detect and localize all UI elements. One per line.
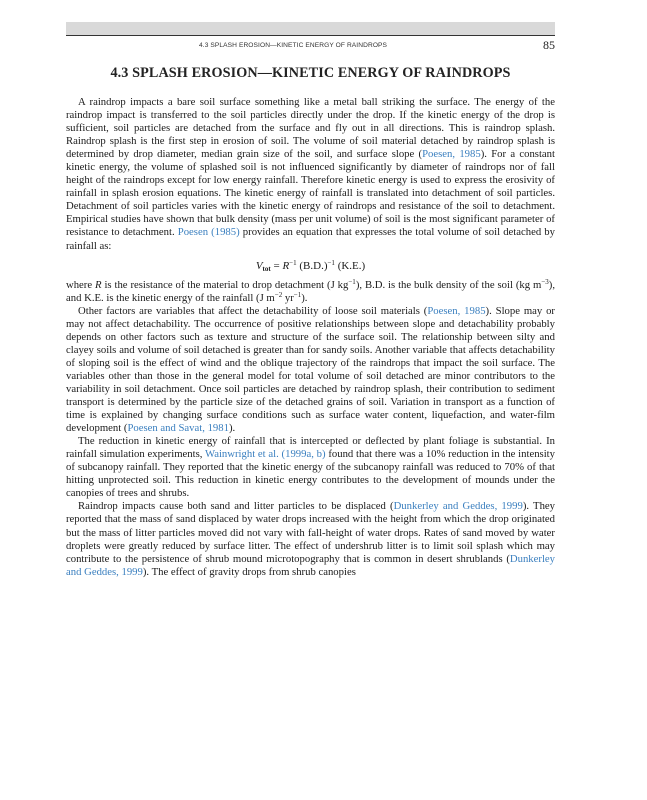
p5-text-2: ). They reported that the mass of sand displaced by water drops increased with the height from which the drop originated but the mass of litter particles moved did not vary with fall-height of water drops. Rates of sand moved by water droplets were greatly reduced by surface litter. The effect of undershrub litter is to limit soil splash which may contribute to the persistence of shrub mound microtopography that is common in desert shrublands ( [66, 500, 556, 565]
p2-text-1: where [66, 278, 96, 291]
p2-text-6: ). [301, 291, 308, 304]
paragraph-4 [66, 435, 555, 500]
p3-text-2: ). Slope may or may not affect detachability. The occurrence of positive relationships between slope and detachability probably depends on other factors such as texture and structure of the surface soil. The relationship between silty and clayey soils and volume of soil detached is greater than for sandy soils. Another variable that affects detachability of sloping soil is the effect of wind and the oblique trajectory of the raindrops that impact the soil surface. The variables other than those in the general model for total volume of soil detached are minor contributors to the variability in soil detachment. Once soil particles are detached by raindrop splash, their contribution to sediment transport is determined by the particle size of the detached grains of soil. Variation in transport as a function of time is explained by changing surface conditions such as surface water content, liquefaction, and water-film development ( [66, 304, 555, 435]
top-gray-bar [66, 22, 555, 35]
citation-poesen-1985-b[interactable]: Poesen (1985) [177, 226, 240, 239]
p5-text-1: Raindrop impacts cause both sand and litter particles to be displaced ( [78, 500, 394, 513]
p2-text-3: ), B.D. is the bulk density of the soil (kg m [355, 278, 542, 291]
p2-text-5: yr [282, 291, 294, 304]
p4-text-1: The reduction in kinetic energy of rainfall that is intercepted or deflected by plant foliage is substantial. In rainfall simulation experiments, [66, 435, 555, 461]
eq-r: R [282, 259, 290, 272]
paragraph-5 [66, 500, 555, 578]
eq-lhs: V [255, 259, 263, 272]
eq-ke: (K.E.) [334, 259, 366, 272]
body-text [66, 96, 555, 579]
citation-poesen-1985-c[interactable]: Poesen, 1985 [427, 304, 486, 317]
running-head: 4.3 SPLASH EROSION—KINETIC ENERGY OF RAINDROPS [199, 42, 388, 49]
p2-exp-2: −3 [541, 277, 549, 286]
eq-lhs-sub: tot [262, 264, 271, 273]
page-number: 85 [543, 38, 555, 52]
citation-dunkerley-geddes-1999-b[interactable]: Dunkerley and Geddes, 1999 [66, 552, 555, 578]
citation-dunkerley-geddes-1999[interactable]: Dunkerley and Geddes, 1999 [393, 500, 523, 513]
page-header [66, 35, 555, 52]
p2-text-4: ), and K.E. is the kinetic energy of the rainfall (J m [66, 278, 555, 304]
paragraph-1 [66, 96, 555, 253]
equation-vtot [66, 260, 555, 273]
eq-bd-exp: −1 [327, 258, 335, 267]
paragraph-3 [66, 305, 555, 435]
p4-text-2: found that there was a 10% reduction in the intensity of subcanopy rainfall. They reported that the kinetic energy of the subcanopy rainfall was reduced to 70% of that hitting unprotected soil. This reduction in kinetic energy contributes to the development of mounds under the canopies of trees and shrubs. [66, 448, 555, 500]
p2-exp-1: −1 [348, 277, 356, 286]
eq-bd: (B.D.) [296, 259, 328, 272]
p2-r-symbol: R [95, 278, 102, 291]
paragraph-2 [66, 279, 555, 305]
p1-text-1: A raindrop impacts a bare soil surface something like a metal ball striking the surface. The energy of the raindrop impact is transferred to the soil particles directly under the drop. If the kinetic energy of the drop is sufficient, soil particles are detached from the surface and fly out in all directions. This is raindrop splash. Raindrop splash is the first step in erosion of soil. The volume of soil material detached by raindrop splash is determined by drop diameter, median grain size of the soil, and surface slope ( [66, 96, 555, 161]
p2-text-2: is the resistance of the material to drop detachment (J kg [101, 278, 349, 291]
p1-text-2: ). For a constant kinetic energy, the volume of splashed soil is not influenced significantly by diameter of raindrops nor of fall height of the raindrops except for low energy rainfall. Therefore kinetic energy is used to express the erosivity of rainfall in splash erosion equations. The kinetic energy of rainfall is translated into detachment of soil particles. Detachment of soil particles varies with the kinetic energy of raindrops and resistance of the soil to detachment. Empirical studies have shown that bulk density (mass per unit volume) of soil is the most significant parameter of resistance to detachment. [66, 148, 555, 239]
citation-poesen-savat-1981[interactable]: Poesen and Savat, 1981 [127, 422, 229, 435]
eq-equals: = [270, 259, 283, 272]
p3-text-1: Other factors are variables that affect the detachability of loose soil materials ( [78, 304, 428, 317]
p1-text-3: provides an equation that expresses the total volume of soil detached by rainfall as: [66, 226, 555, 252]
citation-poesen-1985[interactable]: Poesen, 1985 [422, 148, 481, 161]
p3-text-3: ). [228, 422, 236, 435]
section-title: 4.3 SPLASH EROSION—KINETIC ENERGY OF RAINDROPS [110, 65, 511, 81]
p2-exp-4: −1 [293, 290, 302, 299]
p5-text-3: ). The effect of gravity drops from shrub canopies [142, 565, 356, 578]
eq-r-exp: −1 [289, 258, 297, 267]
p2-exp-3: −2 [274, 290, 283, 299]
citation-wainwright-1999[interactable]: Wainwright et al. (1999a, b) [204, 448, 326, 461]
